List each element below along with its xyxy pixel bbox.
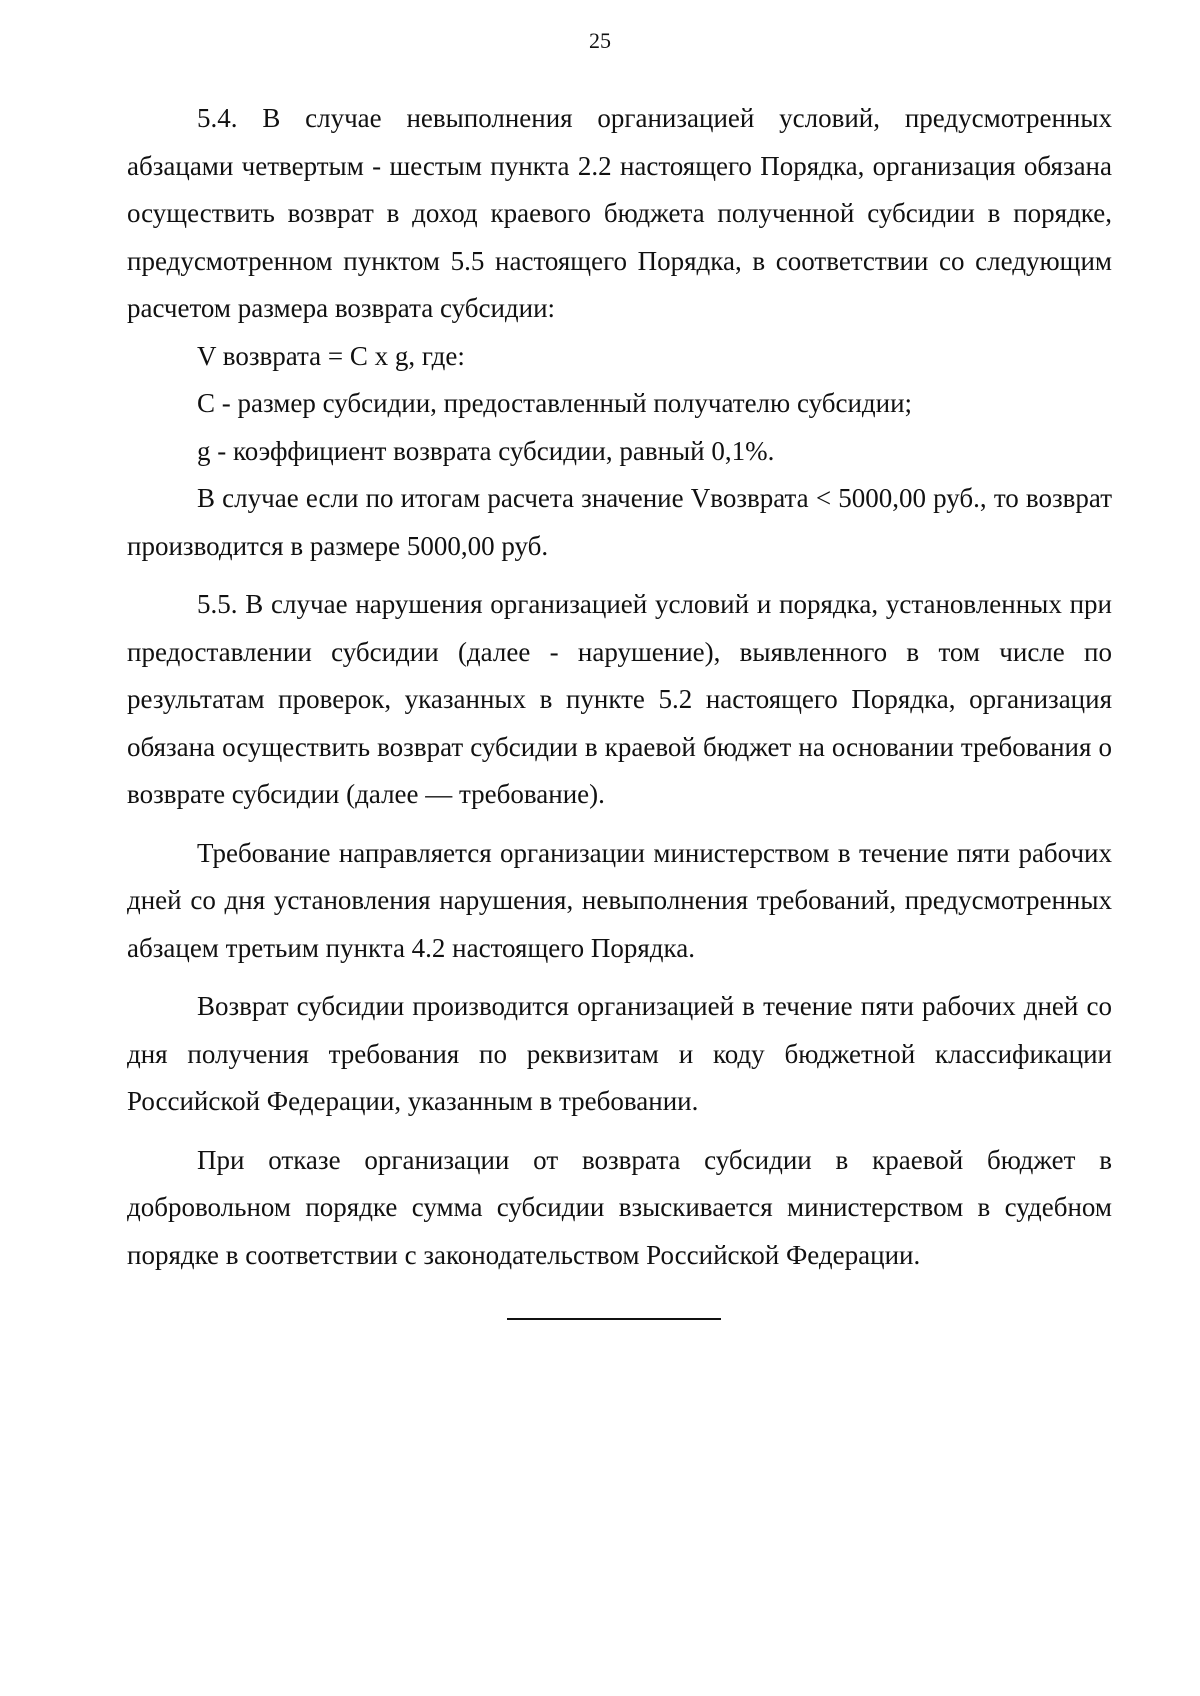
paragraph-refusal: При отказе организации от возврата субсидии в краевой бюджет в добровольном порядке сумма субсидии взыскивается министерством в судебном порядке в соответствии с законодательством Российской Федерации. — [127, 1144, 1112, 1270]
paragraph-return-procedure: Возврат субсидии производится организацией в течение пяти рабочих дней со дня получения требования по реквизитам и коду бюджетной классификации Российской Федерации, указанным в требовании. — [127, 991, 1112, 1116]
paragraph-requirement: Требование направляется организации министерством в течение пяти рабочих дней со дня установления нарушения, невыполнения требований, предусмотренных абзацем третьим пункта 4.2 настоящего Порядка. — [127, 837, 1112, 963]
page-number: 25 — [589, 28, 611, 53]
definition-c: С - размер субсидии, предоставленный получателю субсидии; — [197, 388, 913, 418]
paragraph-5-5: 5.5. В случае нарушения организацией условий и порядка, установленных при предоставлении субсидии (далее - нарушение), выявленного в том числе по результатам проверок, указанных в пункте 5.2 настоящего Порядка, организация обязана осуществить возврат субсидии в краевой бюджет на основании требования о возврате субсидии (далее — требование). — [127, 589, 1112, 809]
paragraph-minimum-return: В случае если по итогам расчета значение Vвозврата < 5000,00 руб., то возврат производится в размере 5000,00 руб. — [127, 483, 1112, 561]
end-of-document-rule — [507, 1318, 721, 1320]
definition-g: g - коэффициент возврата субсидии, равный 0,1%. — [197, 435, 775, 466]
formula-line: V возврата = С х g, где: — [197, 340, 465, 371]
document-body — [127, 95, 1112, 1279]
paragraph-5-4: 5.4. В случае невыполнения организацией условий, предусмотренных абзацами четвертым - шестым пункта 2.2 настоящего Порядка, организация обязана осуществить возврат в доход краевого бюджета полученной субсидии в порядке, предусмотренном пунктом 5.5 настоящего Порядка, в соответствии со следующим расчетом размера возврата субсидии: — [127, 103, 1112, 323]
